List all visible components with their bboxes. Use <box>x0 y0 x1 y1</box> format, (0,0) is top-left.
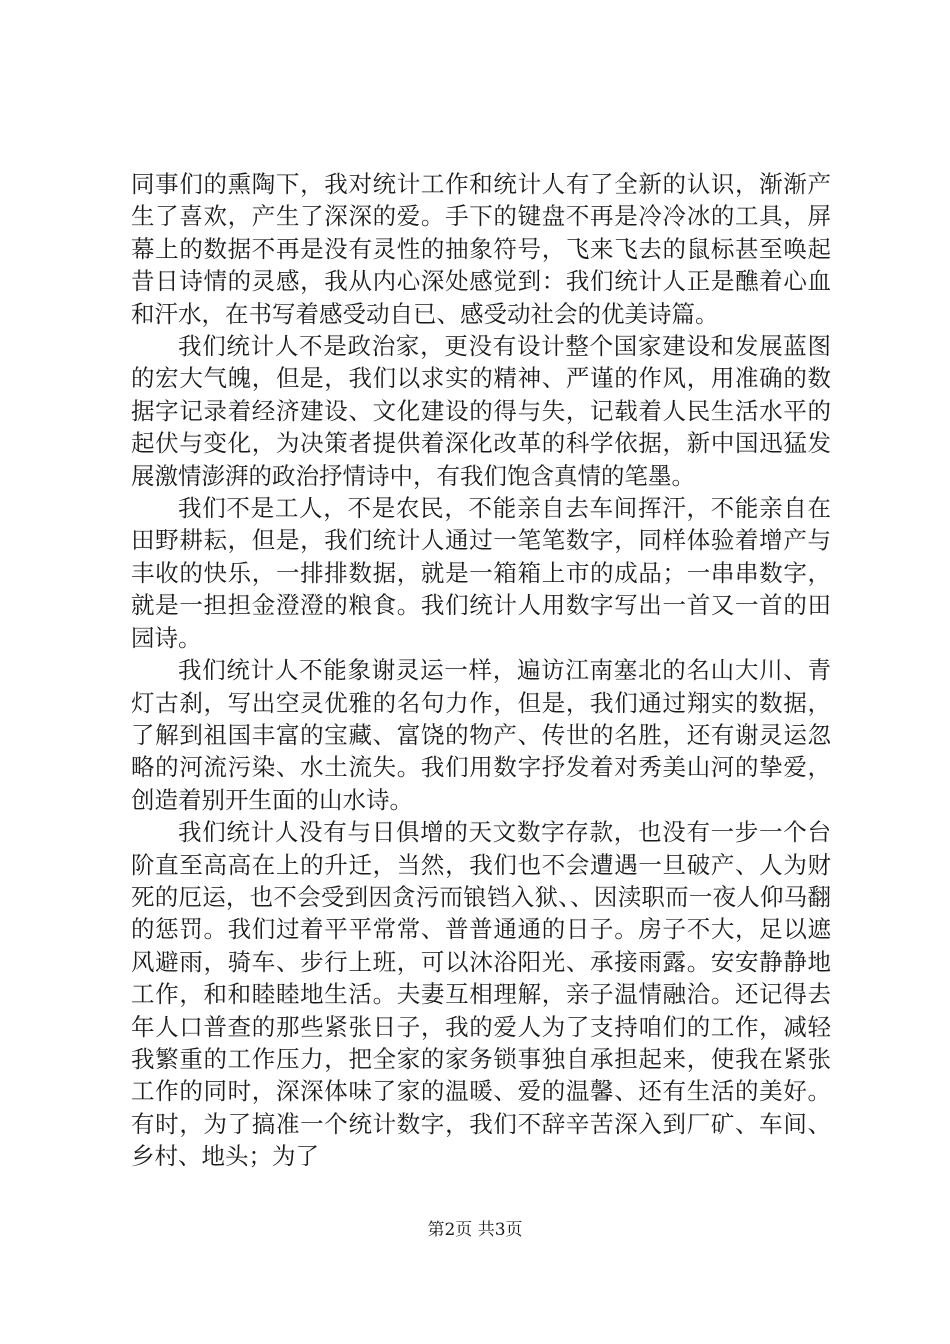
paragraph-5: 我们统计人没有与日俱增的天文数字存款，也没有一步一个台阶直至高高在上的升迁，当然，我们也不会遭遇一旦破产、人为财死的厄运，也不会受到因贪污而锒铛入狱、、因渎职而一夜人仰马翻的惩罚。我们过着平平常常、普普通通的日子。房子不大，足以遮风避雨，骑车、步行上班，可以沐浴阳光、承接雨露。安安静静地工作，和和睦睦地生活。夫妻互相理解，亲子温情融洽。还记得去年人口普查的那些紧张日子，我的爱人为了支持咱们的工作，减轻我繁重的工作压力，把全家的家务锁事独自承担起来，使我在紧张工作的同时，深深体味了家的温暖、爱的温馨、还有生活的美好。有时，为了搞准一个统计数字，我们不辞辛苦深入到厂矿、车间、乡村、地头；为了 <box>131 818 831 1171</box>
paragraph-2: 我们统计人不是政治家，更没有设计整个国家建设和发展蓝图的宏大气魄，但是，我们以求实的精神、严谨的作风，用准确的数据字记录着经济建设、文化建设的得与失，记载着人民生活水平的起伏与变化，为决策者提供着深化改革的科学依据，新中国迅猛发展激情澎湃的政治抒情诗中，有我们饱含真情的笔墨。 <box>131 332 831 490</box>
paragraph-4: 我们统计人不能象谢灵运一样，遍访江南塞北的名山大川、青灯古刹，写出空灵优雅的名句力作，但是，我们通过翔实的数据，了解到祖国丰富的宝藏、富饶的物产、传世的名胜，还有谢灵运忽略的河流污染、水土流失。我们用数字抒发着对秀美山河的挚爱，创造着别开生面的山水诗。 <box>131 656 831 814</box>
page-footer: 第2页 共3页 <box>427 1220 523 1240</box>
document-body <box>131 168 831 1173</box>
paragraph-3: 我们不是工人，不是农民，不能亲自去车间挥汗，不能亲自在田野耕耘，但是，我们统计人通过一笔笔数字，同样体验着增产与丰收的快乐，一排排数据，就是一箱箱上市的成品；一串串数字，就是一担担金澄澄的粮食。我们统计人用数字写出一首又一首的田园诗。 <box>131 494 831 652</box>
paragraph-1: 同事们的熏陶下，我对统计工作和统计人有了全新的认识，渐渐产生了喜欢，产生了深深的爱。手下的键盘不再是冷冷冰的工具，屏幕上的数据不再是没有灵性的抽象符号，飞来飞去的鼠标甚至唤起昔日诗情的灵感，我从内心深处感觉到：我们统计人正是醮着心血和汗水，在书写着感受动自已、感受动社会的优美诗篇。 <box>131 170 831 328</box>
